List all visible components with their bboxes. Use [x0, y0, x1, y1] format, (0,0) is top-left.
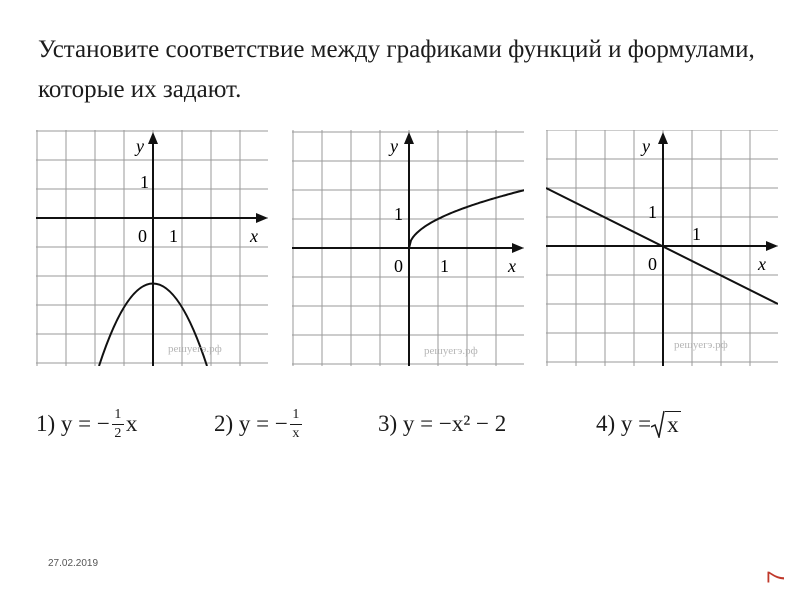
formula-1-fraction [112, 407, 124, 442]
label-one-y: 1 [648, 202, 657, 222]
page-number: 7 [763, 570, 790, 584]
formulas-row [36, 392, 776, 456]
label-one-x: 1 [169, 226, 178, 246]
fraction-bar [112, 424, 124, 425]
x-axis-label: x [250, 226, 258, 246]
formula-1 [36, 392, 137, 456]
formula-1-prefix: 1) y = − [36, 411, 110, 436]
formula-1-suffix: x [125, 411, 138, 436]
label-one-x: 1 [440, 256, 449, 276]
formula-4-radicand: x [667, 412, 679, 437]
formula-2 [214, 392, 304, 456]
sqrt-sign [651, 410, 681, 438]
y-axis-label: y [390, 136, 398, 156]
task-title: Установите соответствие между графиками функций и формулами, которые их задают. [38, 36, 755, 103]
formula-1-numerator: 1 [114, 406, 122, 422]
y-axis-arrow [658, 132, 668, 144]
formula-2-fraction [290, 407, 302, 442]
graph-sqrt [292, 130, 524, 366]
formula-3: 3) y = −x² − 2 [378, 411, 507, 436]
label-one-y: 1 [394, 204, 403, 224]
graph-line [546, 130, 778, 366]
y-axis-label: y [136, 136, 144, 156]
slide-date: 27.02.2019 [48, 558, 99, 569]
formula-2-numerator: 1 [292, 406, 300, 422]
graph-parabola-svg [36, 130, 268, 366]
label-one-y: 1 [140, 172, 149, 192]
label-zero: 0 [648, 254, 657, 274]
x-axis-label: x [508, 256, 516, 276]
radical-icon [651, 410, 665, 438]
y-axis-arrow [404, 132, 414, 144]
formula-4 [596, 392, 681, 456]
formula-4-prefix: 4) y = [596, 411, 652, 436]
formula-2-prefix: 2) y = − [214, 411, 288, 436]
x-axis-arrow [512, 243, 524, 253]
watermark: решуегэ.рф [168, 343, 222, 355]
label-zero: 0 [394, 256, 403, 276]
x-axis-arrow [766, 241, 778, 251]
y-axis-arrow [148, 132, 158, 144]
y-axis-label: y [642, 136, 650, 156]
graph-parabola [36, 130, 268, 366]
graph-line-svg [546, 130, 778, 366]
x-axis-label: x [758, 254, 766, 274]
label-zero: 0 [138, 226, 147, 246]
watermark: решуегэ.рф [674, 339, 728, 351]
label-one-x: 1 [692, 224, 701, 244]
fraction-bar [290, 424, 302, 425]
x-axis-arrow [256, 213, 268, 223]
graph-sqrt-svg [292, 130, 524, 366]
formula-1-denominator: 2 [114, 425, 122, 441]
watermark: решуегэ.рф [424, 345, 478, 357]
formula-2-denominator: x [292, 425, 300, 441]
